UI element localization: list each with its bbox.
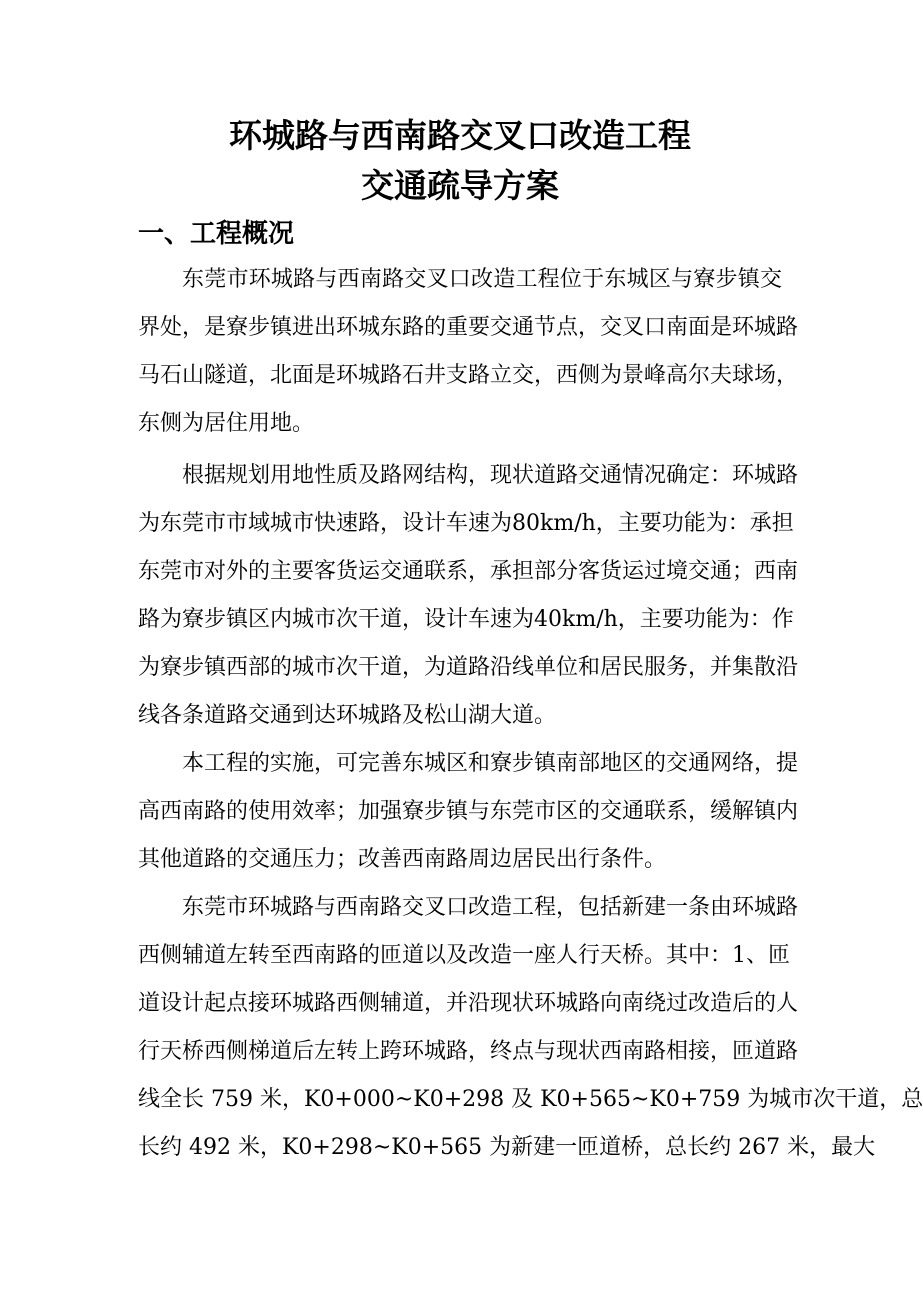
document-title-line2: 交通疏导方案 <box>361 166 559 205</box>
paragraph-line: 长约 492 米，K0+298~K0+565 为新建一匝道桥，总长约 267 米，最大 <box>138 1135 876 1160</box>
paragraph-line: 为寮步镇西部的城市次干道，为道路沿线单位和居民服务，并集散沿 <box>138 655 799 680</box>
paragraph-line: 根据规划用地性质及路网结构，现状道路交通情况确定：环城路 <box>182 463 799 488</box>
paragraph-line: 路为寮步镇区内城市次干道，设计车速为40km/h，主要功能为：作 <box>138 607 794 632</box>
paragraph-line: 线各条道路交通到达环城路及松山湖大道。 <box>138 703 557 728</box>
paragraph-line: 高西南路的使用效率；加强寮步镇与东莞市区的交通联系，缓解镇内 <box>138 799 799 824</box>
paragraph-line: 本工程的实施，可完善东城区和寮步镇南部地区的交通网络，提 <box>182 751 799 776</box>
paragraph-line: 为东莞市市域城市快速路，设计车速为80km/h，主要功能为：承担 <box>138 511 794 536</box>
paragraph-line: 界处，是寮步镇进出环城东路的重要交通节点，交叉口南面是环城路 <box>138 315 799 340</box>
document-title-line1: 环城路与西南路交叉口改造工程 <box>229 116 691 155</box>
paragraph-line: 马石山隧道，北面是环城路石井支路立交，西侧为景峰高尔夫球场， <box>138 363 799 388</box>
paragraph-line: 线全长 759 米，K0+000~K0+298 及 K0+565~K0+759 为城市次干道，总 <box>138 1087 923 1112</box>
paragraph-line: 西侧辅道左转至西南路的匝道以及改造一座人行天桥。其中：1、匝 <box>138 943 790 968</box>
paragraph-line: 其他道路的交通压力；改善西南路周边居民出行条件。 <box>138 847 667 872</box>
paragraph-line: 东莞市环城路与西南路交叉口改造工程位于东城区与寮步镇交 <box>182 267 782 292</box>
paragraph-line: 东莞市环城路与西南路交叉口改造工程，包括新建一条由环城路 <box>182 895 799 920</box>
section-heading: 一、工程概况 <box>138 219 295 249</box>
paragraph-line: 行天桥西侧梯道后左转上跨环城路，终点与现状西南路相接，匝道路 <box>138 1039 799 1064</box>
paragraph-line: 东侧为居住用地。 <box>138 411 315 436</box>
paragraph-line: 东莞市对外的主要客货运交通联系，承担部分客货运过境交通；西南 <box>138 559 799 584</box>
paragraph-line: 道设计起点接环城路西侧辅道，并沿现状环城路向南绕过改造后的人 <box>138 991 799 1016</box>
